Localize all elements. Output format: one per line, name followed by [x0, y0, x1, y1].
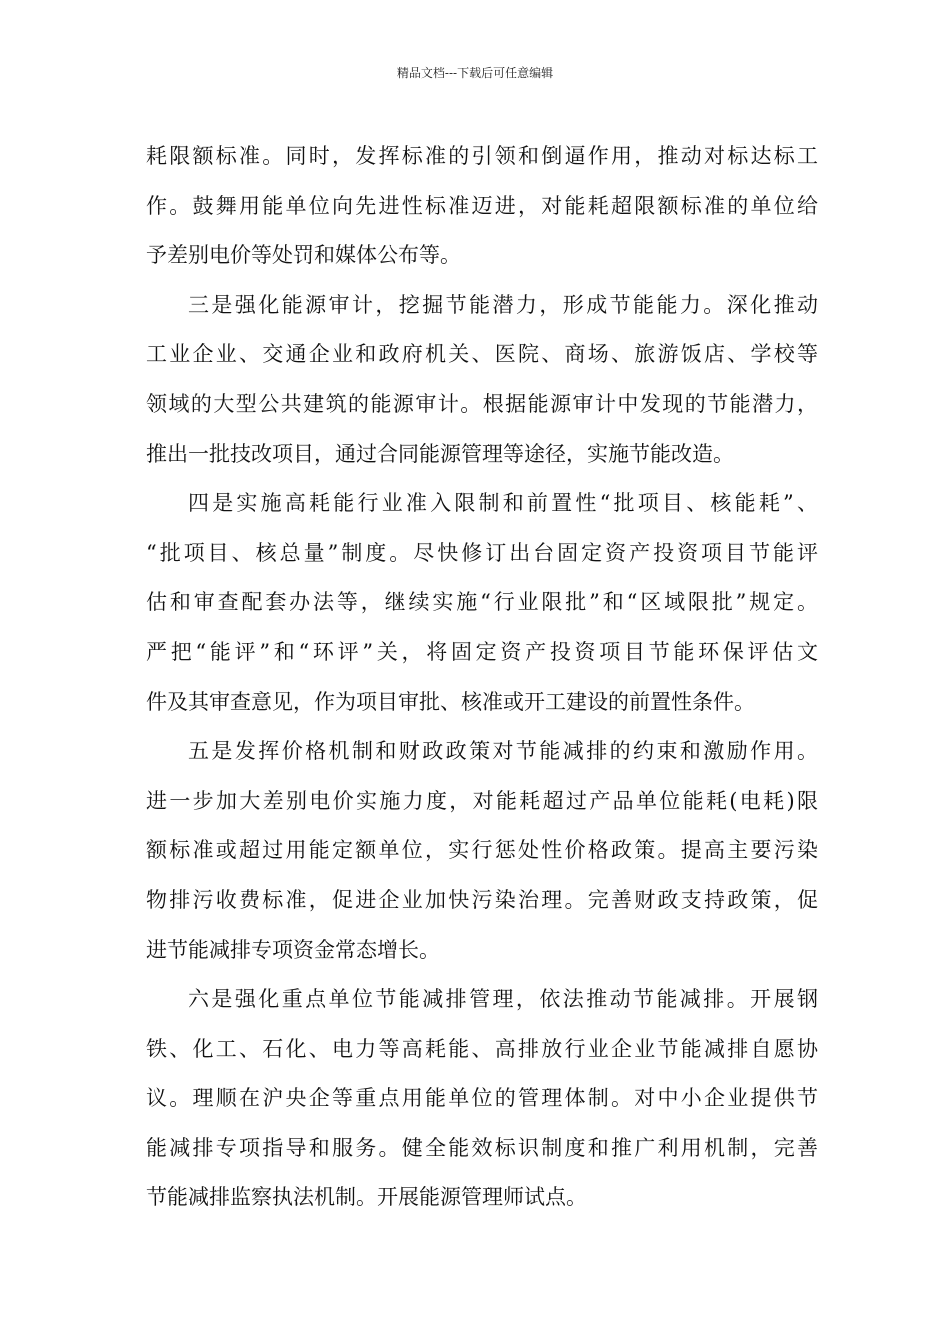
text-line: 工业企业、交通企业和政府机关、医院、商场、旅游饭店、学校等 — [146, 342, 818, 367]
text-line: 估和审查配套办法等，继续实施“行业限批”和“区域限批”规定。 — [146, 590, 818, 615]
text-line: 六是强化重点单位节能减排管理，依法推动节能减排。开展钢 — [188, 987, 818, 1012]
page-header: 精品文档---下载后可任意编辑 — [396, 66, 554, 80]
text-line: 推出一批技改项目，通过合同能源管理等途径，实施节能改造。 — [146, 441, 734, 466]
text-line: 铁、化工、石化、电力等高耗能、高排放行业企业节能减排自愿协 — [146, 1036, 818, 1061]
text-line: 作。鼓舞用能单位向先进性标准迈进，对能耗超限额标准的单位给 — [146, 193, 818, 218]
text-line: 议。理顺在沪央企等重点用能单位的管理体制。对中小企业提供节 — [146, 1086, 818, 1111]
text-line: 三是强化能源审计，挖掘节能潜力，形成节能能力。深化推动 — [188, 292, 818, 317]
text-line: 额标准或超过用能定额单位，实行惩处性价格政策。提高主要污染 — [146, 838, 818, 863]
text-line: 件及其审查意见，作为项目审批、核准或开工建设的前置性条件。 — [146, 689, 755, 714]
text-line: 五是发挥价格机制和财政政策对节能减排的约束和激励作用。 — [188, 739, 818, 764]
text-line: 耗限额标准。同时，发挥标准的引领和倒逼作用，推动对标达标工 — [146, 144, 818, 168]
text-line: 节能减排监察执法机制。开展能源管理师试点。 — [146, 1185, 587, 1210]
text-line: 进节能减排专项资金常态增长。 — [146, 937, 440, 962]
text-line: 严把“能评”和“环评”关，将固定资产投资项目节能环保评估文 — [146, 639, 818, 664]
text-line: “批项目、核总量”制度。尽快修订出台固定资产投资项目节能评 — [146, 540, 818, 565]
text-line: 四是实施高耗能行业准入限制和前置性“批项目、核能耗”、 — [188, 491, 818, 516]
text-line: 能减排专项指导和服务。健全能效标识制度和推广利用机制，完善 — [146, 1135, 818, 1160]
text-line: 物排污收费标准，促进企业加快污染治理。完善财政支持政策，促 — [146, 887, 818, 912]
document-body — [146, 132, 818, 1223]
text-line: 领域的大型公共建筑的能源审计。根据能源审计中发现的节能潜力， — [146, 391, 818, 416]
text-line: 予差别电价等处罚和媒体公布等。 — [146, 243, 461, 268]
text-line: 进一步加大差别电价实施力度，对能耗超过产品单位能耗(电耗)限 — [146, 788, 818, 813]
